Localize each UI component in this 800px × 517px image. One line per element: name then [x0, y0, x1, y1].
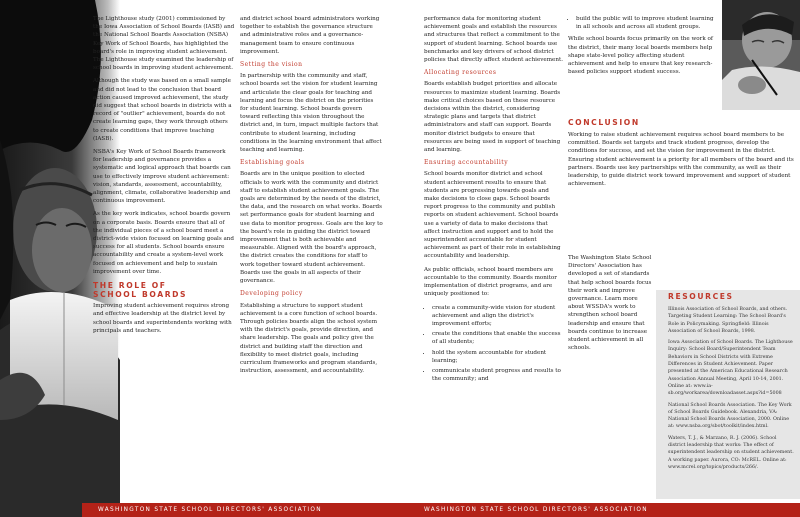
paragraph: NSBA's Key Work of School Boards framework for leadership and governance provides a systematic and logical approach that boards can use to effectively improve student achievement: vision, standards, assessment, accountability, alignment, climate, collaborative leadership and continuous improvement.	[93, 149, 231, 205]
conclusion-heading: CONCLUSION	[568, 118, 640, 127]
resource-item: National School Boards Association. The Key Work of School Boards Guidebook. Alexandria, VA: National School Boards Association, 2000. Online at: www.nsba.org/sbot/toolkit/index.html.	[668, 402, 792, 430]
photo-illustration	[722, 0, 800, 110]
resources-list	[668, 306, 794, 475]
paragraph: Boards establish budget priorities and allocate resources to maximize student learning. Boards make critical choices based on these resource decisions within the district, considering strategic plans and targets that district administrators and staff can support. Boards monitor district budgets to ensure that resources are being used in support of teaching and learning.	[424, 81, 561, 154]
left-footer	[82, 503, 400, 517]
footer-text: WASHINGTON STATE SCHOOL DIRECTORS' ASSOCIATION	[424, 507, 648, 513]
conclusion-section	[568, 118, 794, 193]
footer-text: WASHINGTON STATE SCHOOL DIRECTORS' ASSOCIATION	[98, 507, 322, 513]
paragraph: Working to raise student achievement requires school board members to be committed. Boards set targets and track student progress, develop the conditions for success, and set the vision for improvement in the district. Ensuring student achievement is a priority for all members of the board and its partners. Boards use key partnerships with the community, as well as their leadership, to guide district work toward improvement and support of student achievement.	[568, 132, 794, 188]
establishing-goals-heading: Establishing goals	[240, 159, 305, 167]
allocating-heading: Allocating resources	[424, 69, 497, 77]
resource-item: Waters, T. J., & Marzano, R. J. (2006). School district leadership that works: The effect of superintendent leadership on student achievement. A working paper. Aurora, CO: McREL. Online at: www.mcrel.org/topics/products/266/.	[668, 435, 794, 470]
ensuring-heading: Ensuring accountability	[424, 159, 509, 167]
bullet-list	[424, 304, 564, 384]
right-column-4	[568, 15, 718, 81]
role-heading	[93, 281, 235, 299]
bullet-list	[568, 15, 718, 31]
boy-writing-photo	[722, 0, 800, 110]
paragraph: and district school board administrators working together to establish the governance structure and administrative roles and a governance-management team to ensure continuous improvement.	[240, 16, 380, 55]
paragraph: The Lighthouse study (2001) commissioned by the Iowa Association of School Boards (IASB) and the National School Boards Association (NSBA) Key Work of School Boards, has highlighted the board's role in improving student achievement. The Lighthouse study examined the leadership of school boards in improving student achievement.	[93, 16, 235, 72]
resource-item: Illinois Association of School Boards, and others. Targeting Student Learning: The School Board's Role in Policymaking. Springfield: Illinois Association of School Boards, 1998.	[668, 307, 788, 334]
role-heading-line-1: THE ROLE OF	[93, 281, 167, 291]
resources-box	[656, 290, 800, 499]
left-column-1	[93, 15, 235, 340]
paragraph: In partnership with the community and staff, school boards set the vision for student learning and articulate the clear goals for teaching and learning and focus the district on the priorities for student learning. School boards govern toward reflecting this vision throughout the district and, in turn, impact multiple factors that contribute to student learning, including conditions in the learning environment that affect teaching and learning.	[240, 73, 382, 154]
paragraph: While school boards focus primarily on the work of the district, their many local boards members help shape state-level policy affecting student achievement and help to ensure that key research-based policies support student success.	[568, 36, 713, 76]
paragraph: The Washington State School Directors' Association has developed a set of standards that help school boards focus their work and improve governance. Learn more about WSSDA's work to strengthen school board leadership and ensure that boards continue to increase student achievement in all schools.	[568, 255, 652, 352]
right-page	[400, 0, 800, 517]
left-column-2	[240, 15, 383, 380]
resources-heading: RESOURCES	[668, 292, 734, 301]
list-item: • create a community-wide vision for student achievement and align the district's improvement efforts;	[432, 304, 564, 329]
right-footer	[400, 503, 800, 517]
conclusion-continued	[568, 254, 652, 357]
paragraph: School boards monitor district and school student achievement results to ensure that students are progressing towards goals and make decisions to close gaps. School boards report progress to the community and publish reports on student achievement. School boards use a variety of data to make decisions that affect instruction and support and to hold the superintendent accountable for student achievement as part of their role in establishing accountability and leadership.	[424, 171, 561, 260]
role-paragraph: Improving student achievement requires strong and effective leadership at the district level by school boards and superintendents working with principals and teachers.	[93, 303, 232, 334]
paragraph: As the key work indicates, school boards govern on a corporate basis. Boards ensure that all of the individual pieces of a school board meet a district-wide vision focused on learning goals and success for all students. School boards ensure accountability and create a system-level work focused on achievement and help to sustain improvement over time.	[93, 211, 234, 275]
paragraph: As public officials, school board members are accountable to the community. Boards monitor implementation of district programs, and are uniquely positioned to:	[424, 266, 557, 298]
role-heading-line-2: SCHOOL BOARDS	[93, 290, 188, 300]
setting-vision-heading: Setting the vision	[240, 61, 303, 69]
paragraph: Boards are in the unique position to elected officials to work with the community and district staff to establish student achievement goals. The goals are determined by the needs of the district, the data, and the research on what works. Boards set performance goals for student learning and use data to monitor progress. Goals are the key to the board's role in guiding the district toward improvement that is both achievable and measurable. Aligned with the board's approach, the district creates the conditions for staff to work together toward student achievement. Boards use the goals in all aspects of their governance.	[240, 171, 383, 285]
list-item: • communicate student progress and results to the community; and	[432, 367, 564, 383]
resource-item: Iowa Association of School Boards. The Lighthouse Inquiry: School Board/Superintendent Team Behaviors in School Districts with Extreme Differences in Student Achievement. Paper presented at the American Educational Research Association Annual Meeting, April 10-14, 2001. Online at: www.ia-sb.org/workarea/downloadasset.aspx?id=5008	[668, 340, 793, 397]
list-item: • build the public will to improve student learning in all schools and across all student groups.	[576, 15, 718, 31]
paragraph: Although the study was based on a small sample and did not lead to the conclusion that board action caused improved achievement, the study did suggest that school boards in districts with a record of "outlier" achievement, boards do not create learning gaps, they work through others to create conditions that improve teaching (IASB).	[93, 78, 232, 142]
developing-policy-heading: Developing policy	[240, 290, 303, 298]
paragraph: Establishing a structure to support student achievement is a core function of school boards. Through policies boards align the school system with the district's goals, provide direction, and share leadership. The goals and policy give the district and building staff the direction and flexibility to meet district goals, including curriculum frameworks and program standards, instruction, assessment, and accountability.	[240, 302, 378, 375]
list-item: • hold the system accountable for student learning;	[432, 349, 564, 365]
list-item: • create the conditions that enable the success of all students;	[432, 330, 564, 346]
right-column-3	[424, 15, 564, 387]
paragraph: performance data for monitoring student achievement goals and establish the resources and structures that reflect a commitment to the support of student learning. School boards use benchmarks and key drivers of school district policies that directly affect student achievement.	[424, 16, 563, 64]
